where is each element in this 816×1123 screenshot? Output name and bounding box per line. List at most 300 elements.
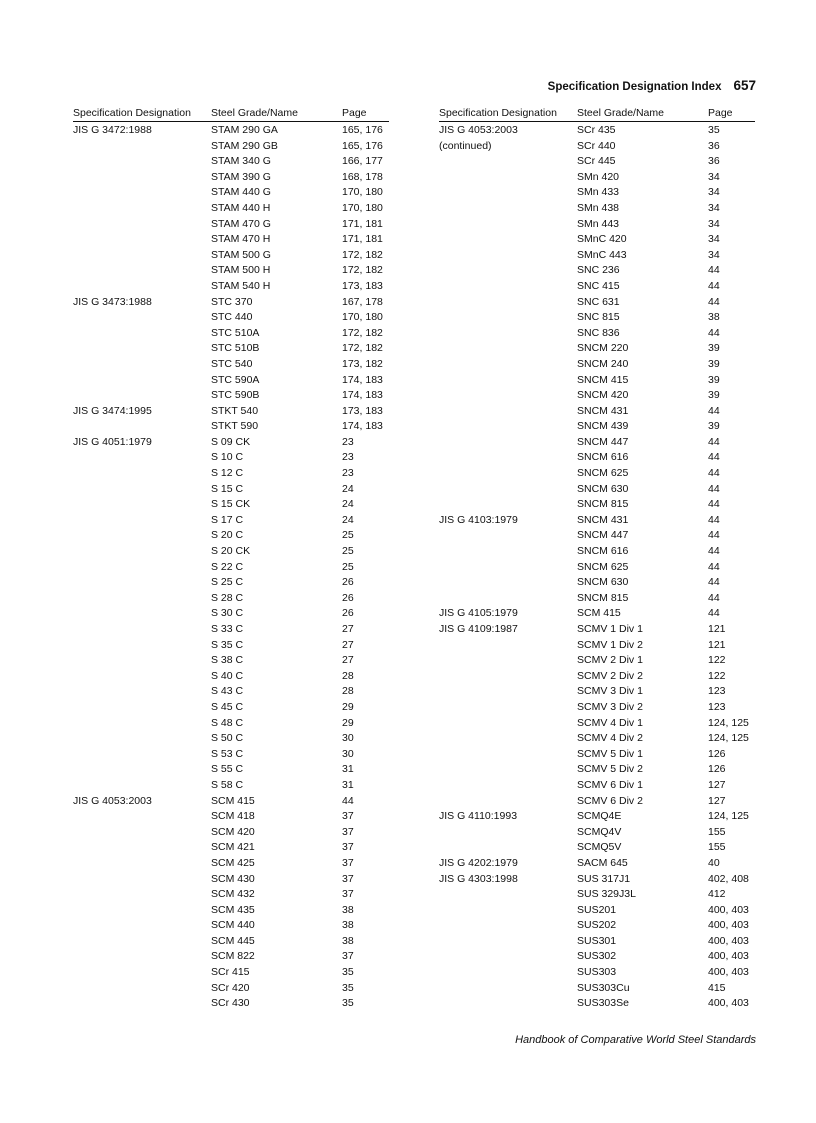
grade-cell: S 40 C xyxy=(211,669,244,682)
grade-cell: STAM 290 GB xyxy=(211,139,278,152)
page-ref-cell: 25 xyxy=(342,560,354,573)
page-ref-cell: 37 xyxy=(342,810,354,823)
index-row xyxy=(73,778,389,794)
page-ref-cell: 34 xyxy=(708,201,720,214)
page-ref-cell: 40 xyxy=(708,856,720,869)
index-row xyxy=(439,747,755,763)
grade-cell: SNC 631 xyxy=(577,295,620,308)
grade-cell: SCM 435 xyxy=(211,903,255,916)
index-row xyxy=(439,123,755,139)
index-row xyxy=(73,575,389,591)
grade-cell: SMn 420 xyxy=(577,170,620,183)
grade-cell: SMnC 443 xyxy=(577,248,627,261)
specification-cell xyxy=(439,575,577,591)
index-row xyxy=(73,716,389,732)
specification-cell xyxy=(73,653,211,669)
index-row xyxy=(73,591,389,607)
left-index-column xyxy=(73,106,389,1012)
grade-cell: SCM 822 xyxy=(211,950,255,963)
index-row xyxy=(73,918,389,934)
page-ref-cell: 34 xyxy=(708,186,720,199)
page-ref-cell: 402, 408 xyxy=(708,872,749,885)
specification-cell xyxy=(73,154,211,170)
index-row xyxy=(73,326,389,342)
specification-cell xyxy=(73,825,211,841)
specification-cell xyxy=(73,575,211,591)
grade-cell: SNCM 815 xyxy=(577,498,629,511)
page-ref-cell: 172, 182 xyxy=(342,264,383,277)
grade-cell: SCMV 5 Div 2 xyxy=(577,763,643,776)
specification-cell xyxy=(73,466,211,482)
specification-cell xyxy=(439,716,577,732)
specification-cell xyxy=(439,528,577,544)
grade-cell: S 45 C xyxy=(211,700,244,713)
index-row xyxy=(73,373,389,389)
page-ref-cell: 37 xyxy=(342,872,354,885)
column-header-grade: Steel Grade/Name xyxy=(577,107,664,119)
specification-cell xyxy=(73,731,211,747)
grade-cell: SCMV 1 Div 2 xyxy=(577,638,643,651)
grade-cell: SNC 415 xyxy=(577,279,620,292)
page-ref-cell: 172, 182 xyxy=(342,326,383,339)
index-row xyxy=(439,263,755,279)
grade-cell: SMn 443 xyxy=(577,217,620,230)
index-row xyxy=(439,482,755,498)
index-row xyxy=(73,528,389,544)
grade-cell: STC 440 xyxy=(211,311,253,324)
specification-cell xyxy=(439,638,577,654)
page-ref-cell: 23 xyxy=(342,451,354,464)
grade-cell: STAM 440 H xyxy=(211,201,271,214)
index-row xyxy=(439,825,755,841)
index-row xyxy=(73,170,389,186)
index-row xyxy=(73,544,389,560)
grade-cell: STC 540 xyxy=(211,357,253,370)
grade-cell: SNCM 431 xyxy=(577,513,629,526)
page-ref-cell: 38 xyxy=(708,311,720,324)
grade-cell: S 58 C xyxy=(211,778,244,791)
index-row xyxy=(439,716,755,732)
index-row xyxy=(73,887,389,903)
specification-cell xyxy=(439,981,577,997)
index-row xyxy=(73,653,389,669)
index-row xyxy=(439,544,755,560)
page-ref-cell: 31 xyxy=(342,763,354,776)
specification-cell xyxy=(439,497,577,513)
specification-cell xyxy=(73,949,211,965)
index-row xyxy=(73,622,389,638)
grade-cell: SUS302 xyxy=(577,950,617,963)
page-ref-cell: 37 xyxy=(342,841,354,854)
specification-cell xyxy=(439,949,577,965)
grade-cell: SCMV 6 Div 1 xyxy=(577,778,643,791)
page-ref-cell: 44 xyxy=(708,482,720,495)
page-ref-cell: 36 xyxy=(708,139,720,152)
specification-cell xyxy=(439,154,577,170)
grade-cell: SNCM 220 xyxy=(577,342,629,355)
index-row xyxy=(439,887,755,903)
index-row xyxy=(439,700,755,716)
index-row xyxy=(73,217,389,233)
specification-cell xyxy=(73,716,211,732)
grade-cell: STKT 590 xyxy=(211,420,259,433)
page-ref-cell: 121 xyxy=(708,638,726,651)
specification-cell xyxy=(439,450,577,466)
page-ref-cell: 27 xyxy=(342,623,354,635)
column-header-specification: Specification Designation xyxy=(439,107,557,119)
grade-cell: STKT 540 xyxy=(211,404,259,417)
grade-cell: S 25 C xyxy=(211,576,244,589)
specification-cell xyxy=(439,903,577,919)
index-row xyxy=(73,232,389,248)
specification-cell xyxy=(439,201,577,217)
page-ref-cell: 37 xyxy=(342,950,354,963)
grade-cell: STAM 500 G xyxy=(211,248,271,261)
index-row xyxy=(73,388,389,404)
page-ref-cell: 122 xyxy=(708,669,726,682)
index-row xyxy=(439,419,755,435)
grade-cell: SNCM 415 xyxy=(577,373,629,386)
grade-cell: SCr 445 xyxy=(577,155,616,168)
index-row xyxy=(73,357,389,373)
index-row xyxy=(439,497,755,513)
specification-cell: (continued) xyxy=(439,139,492,152)
index-row xyxy=(73,201,389,217)
specification-cell xyxy=(439,653,577,669)
page-ref-cell: 171, 181 xyxy=(342,217,383,230)
page-ref-cell: 37 xyxy=(342,888,354,901)
grade-cell: SCMV 2 Div 1 xyxy=(577,654,643,667)
grade-cell: SUS202 xyxy=(577,919,617,932)
grade-cell: SNCM 431 xyxy=(577,404,629,417)
right-index-rows xyxy=(439,123,755,1012)
page-ref-cell: 44 xyxy=(708,529,720,542)
index-row xyxy=(73,263,389,279)
page-ref-cell: 39 xyxy=(708,342,720,355)
grade-cell: STAM 540 H xyxy=(211,279,271,292)
specification-cell xyxy=(439,404,577,420)
page-ref-cell: 36 xyxy=(708,155,720,168)
grade-cell: SCMQ5V xyxy=(577,841,622,854)
specification-cell xyxy=(73,139,211,155)
grade-cell: SCMQ4E xyxy=(577,810,622,823)
page-ref-cell: 44 xyxy=(708,279,720,292)
specification-cell xyxy=(73,622,211,638)
specification-cell: JIS G 4202:1979 xyxy=(439,856,518,869)
grade-cell: S 15 CK xyxy=(211,498,251,511)
page-ref-cell: 38 xyxy=(342,903,354,916)
specification-cell xyxy=(439,170,577,186)
page-ref-cell: 124, 125 xyxy=(708,716,749,729)
specification-cell xyxy=(439,263,577,279)
page-ref-cell: 172, 182 xyxy=(342,248,383,261)
grade-cell: SCM 418 xyxy=(211,810,255,823)
specification-cell xyxy=(73,996,211,1012)
specification-cell xyxy=(439,669,577,685)
index-row xyxy=(439,201,755,217)
grade-cell: SNCM 240 xyxy=(577,357,629,370)
page-ref-cell: 123 xyxy=(708,685,726,698)
page-ref-cell: 34 xyxy=(708,217,720,230)
footer-book-title: Handbook of Comparative World Steel Standards xyxy=(515,1034,756,1046)
index-row xyxy=(439,918,755,934)
page-ref-cell: 44 xyxy=(708,467,720,480)
index-row xyxy=(439,731,755,747)
specification-cell: JIS G 4303:1998 xyxy=(439,872,518,885)
index-row xyxy=(73,279,389,295)
grade-cell: SUS303 xyxy=(577,966,617,979)
grade-cell: S 17 C xyxy=(211,513,244,526)
page-ref-cell: 44 xyxy=(708,435,720,448)
grade-cell: SCM 432 xyxy=(211,888,255,901)
specification-cell xyxy=(439,840,577,856)
page-ref-cell: 29 xyxy=(342,716,354,729)
index-row xyxy=(73,840,389,856)
index-row xyxy=(439,466,755,482)
page-ref-cell: 155 xyxy=(708,825,726,838)
grade-cell: S 20 CK xyxy=(211,545,251,558)
specification-cell xyxy=(73,388,211,404)
grade-cell: SCMQ4V xyxy=(577,825,622,838)
page-ref-cell: 34 xyxy=(708,233,720,246)
specification-cell xyxy=(73,217,211,233)
page-ref-cell: 26 xyxy=(342,576,354,589)
index-row xyxy=(439,575,755,591)
index-row xyxy=(439,809,755,825)
grade-cell: SCM 420 xyxy=(211,825,255,838)
page-ref-cell: 121 xyxy=(708,623,726,635)
specification-cell xyxy=(439,341,577,357)
grade-cell: STAM 390 G xyxy=(211,170,271,183)
page-ref-cell: 155 xyxy=(708,841,726,854)
grade-cell: S 33 C xyxy=(211,623,244,635)
page-ref-cell: 170, 180 xyxy=(342,186,383,199)
index-row xyxy=(73,965,389,981)
specification-cell xyxy=(73,560,211,576)
index-row xyxy=(439,872,755,888)
specification-cell xyxy=(73,591,211,607)
page-ref-cell: 35 xyxy=(342,981,354,994)
grade-cell: SNC 236 xyxy=(577,264,620,277)
column-header-page: Page xyxy=(342,107,367,119)
specification-cell xyxy=(73,638,211,654)
column-header-row xyxy=(73,106,389,122)
page-ref-cell: 400, 403 xyxy=(708,934,749,947)
grade-cell: SCr 430 xyxy=(211,997,250,1010)
specification-cell xyxy=(73,981,211,997)
specification-cell: JIS G 3473:1988 xyxy=(73,295,152,308)
grade-cell: SNC 836 xyxy=(577,326,620,339)
specification-cell xyxy=(73,248,211,264)
index-row xyxy=(73,435,389,451)
grade-cell: SCM 445 xyxy=(211,934,255,947)
page-ref-cell: 44 xyxy=(342,794,354,807)
index-row xyxy=(73,700,389,716)
index-row xyxy=(439,373,755,389)
specification-cell: JIS G 4051:1979 xyxy=(73,435,152,448)
grade-cell: STAM 340 G xyxy=(211,155,271,168)
specification-cell xyxy=(73,170,211,186)
grade-cell: STAM 500 H xyxy=(211,264,271,277)
grade-cell: S 22 C xyxy=(211,560,244,573)
page-ref-cell: 173, 183 xyxy=(342,279,383,292)
specification-cell xyxy=(439,560,577,576)
grade-cell: SUS 329J3L xyxy=(577,888,636,901)
specification-cell: JIS G 4103:1979 xyxy=(439,513,518,526)
specification-cell xyxy=(439,965,577,981)
grade-cell: SCr 420 xyxy=(211,981,250,994)
grade-cell: SNCM 815 xyxy=(577,591,629,604)
specification-cell xyxy=(73,918,211,934)
column-header-specification: Specification Designation xyxy=(73,107,191,119)
page-ref-cell: 400, 403 xyxy=(708,997,749,1010)
index-row xyxy=(439,341,755,357)
page-ref-cell: 123 xyxy=(708,700,726,713)
index-row xyxy=(73,809,389,825)
index-row xyxy=(439,170,755,186)
specification-cell xyxy=(73,263,211,279)
page-ref-cell: 400, 403 xyxy=(708,950,749,963)
grade-cell: SNCM 630 xyxy=(577,482,629,495)
grade-cell: SUS201 xyxy=(577,903,617,916)
specification-cell xyxy=(73,326,211,342)
index-row xyxy=(439,279,755,295)
index-row xyxy=(439,404,755,420)
index-row xyxy=(73,949,389,965)
page-ref-cell: 400, 403 xyxy=(708,919,749,932)
page-ref-cell: 38 xyxy=(342,919,354,932)
index-row xyxy=(73,419,389,435)
index-row xyxy=(439,232,755,248)
specification-cell xyxy=(439,684,577,700)
index-row xyxy=(73,856,389,872)
page-ref-cell: 37 xyxy=(342,825,354,838)
index-row xyxy=(439,435,755,451)
grade-cell: S 55 C xyxy=(211,763,244,776)
page-ref-cell: 28 xyxy=(342,669,354,682)
grade-cell: SCr 435 xyxy=(577,124,616,136)
page-ref-cell: 165, 176 xyxy=(342,124,383,136)
page-ref-cell: 127 xyxy=(708,794,726,807)
grade-cell: SCMV 3 Div 1 xyxy=(577,685,643,698)
specification-cell xyxy=(73,201,211,217)
grade-cell: SNCM 625 xyxy=(577,467,629,480)
grade-cell: SNCM 630 xyxy=(577,576,629,589)
page-ref-cell: 44 xyxy=(708,404,720,417)
grade-cell: SCr 440 xyxy=(577,139,616,152)
page-ref-cell: 44 xyxy=(708,591,720,604)
index-row xyxy=(73,669,389,685)
specification-cell xyxy=(73,684,211,700)
grade-cell: SNCM 420 xyxy=(577,389,629,402)
page-ref-cell: 34 xyxy=(708,170,720,183)
grade-cell: STC 590A xyxy=(211,373,260,386)
specification-cell xyxy=(73,357,211,373)
specification-cell xyxy=(439,996,577,1012)
specification-cell xyxy=(73,934,211,950)
index-row xyxy=(73,139,389,155)
specification-cell xyxy=(73,840,211,856)
index-row xyxy=(73,872,389,888)
index-row xyxy=(73,295,389,311)
index-row xyxy=(439,934,755,950)
index-row xyxy=(73,731,389,747)
index-row xyxy=(439,684,755,700)
specification-cell xyxy=(439,591,577,607)
grade-cell: S 48 C xyxy=(211,716,244,729)
page-ref-cell: 44 xyxy=(708,513,720,526)
specification-cell xyxy=(439,248,577,264)
page-ref-cell: 44 xyxy=(708,498,720,511)
index-row xyxy=(73,466,389,482)
specification-cell xyxy=(439,279,577,295)
page-ref-cell: 171, 181 xyxy=(342,233,383,246)
column-header-grade: Steel Grade/Name xyxy=(211,107,298,119)
page-ref-cell: 174, 183 xyxy=(342,420,383,433)
specification-cell xyxy=(73,185,211,201)
grade-cell: SCM 415 xyxy=(577,607,621,620)
page-ref-cell: 39 xyxy=(708,373,720,386)
specification-cell xyxy=(439,778,577,794)
specification-cell xyxy=(439,762,577,778)
specification-cell xyxy=(73,965,211,981)
grade-cell: SUS 317J1 xyxy=(577,872,631,885)
index-row xyxy=(73,560,389,576)
index-row xyxy=(439,513,755,529)
page-ref-cell: 35 xyxy=(342,966,354,979)
index-row xyxy=(73,404,389,420)
specification-cell xyxy=(439,419,577,435)
grade-cell: STC 590B xyxy=(211,389,260,402)
grade-cell: STC 510B xyxy=(211,342,260,355)
grade-cell: SUS303Se xyxy=(577,997,629,1010)
specification-cell xyxy=(73,700,211,716)
specification-cell xyxy=(73,528,211,544)
grade-cell: S 09 CK xyxy=(211,435,251,448)
specification-cell xyxy=(439,326,577,342)
page-ref-cell: 38 xyxy=(342,934,354,947)
page-ref-cell: 23 xyxy=(342,467,354,480)
page-ref-cell: 30 xyxy=(342,732,354,745)
grade-cell: SNCM 616 xyxy=(577,545,629,558)
grade-cell: SCMV 6 Div 2 xyxy=(577,794,643,807)
grade-cell: S 38 C xyxy=(211,654,244,667)
index-row xyxy=(439,310,755,326)
specification-cell xyxy=(73,903,211,919)
specification-cell: JIS G 4110:1993 xyxy=(439,810,518,823)
specification-cell xyxy=(439,310,577,326)
page-ref-cell: 26 xyxy=(342,607,354,620)
grade-cell: SNCM 439 xyxy=(577,420,629,433)
page-ref-cell: 30 xyxy=(342,747,354,760)
index-row xyxy=(73,903,389,919)
page-ref-cell: 170, 180 xyxy=(342,201,383,214)
page-ref-cell: 27 xyxy=(342,638,354,651)
grade-cell: SCr 415 xyxy=(211,966,250,979)
grade-cell: SCMV 3 Div 2 xyxy=(577,700,643,713)
page-ref-cell: 168, 178 xyxy=(342,170,383,183)
index-row xyxy=(73,185,389,201)
index-row xyxy=(73,638,389,654)
page-ref-cell: 44 xyxy=(708,451,720,464)
index-row xyxy=(439,903,755,919)
grade-cell: SUS303Cu xyxy=(577,981,630,994)
specification-cell xyxy=(439,295,577,311)
specification-cell xyxy=(73,513,211,529)
page-ref-cell: 39 xyxy=(708,357,720,370)
grade-cell: SCMV 4 Div 2 xyxy=(577,732,643,745)
specification-cell xyxy=(73,497,211,513)
